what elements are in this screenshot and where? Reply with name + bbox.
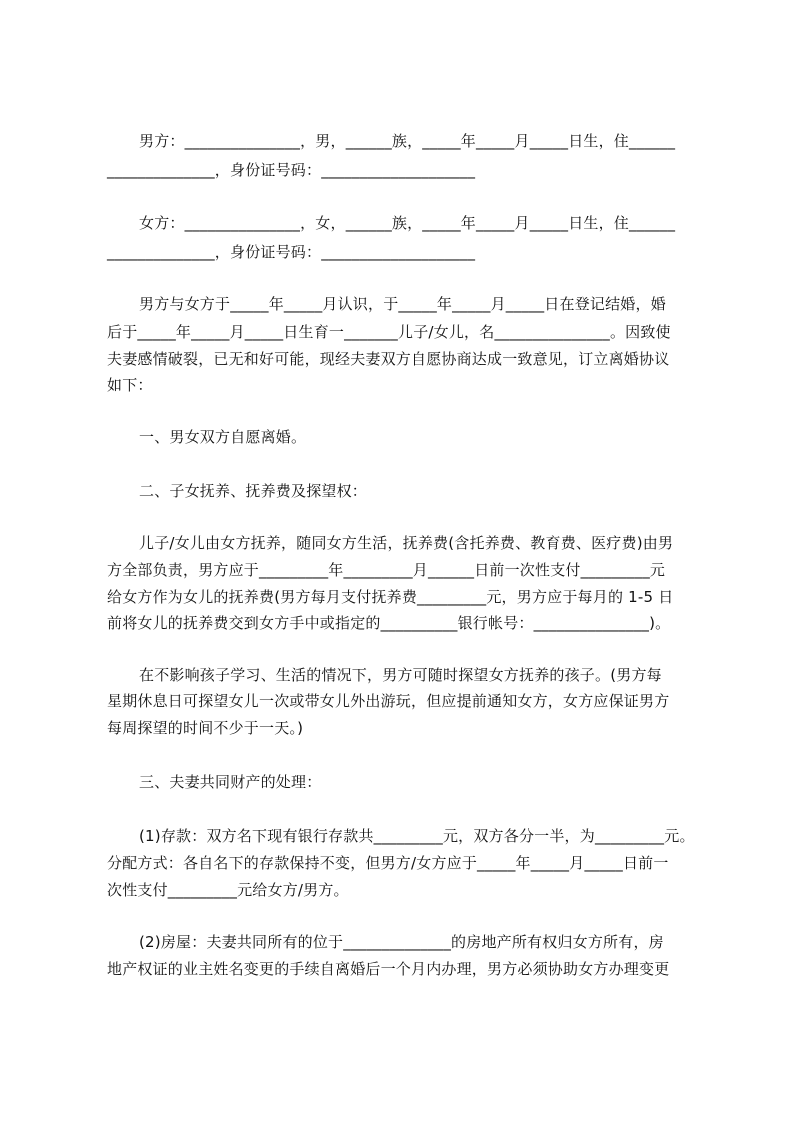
house-line-1: (2)房屋：夫妻共同所有的位于______________的房地产所有权归女方所有，房 xyxy=(139,933,664,951)
visitation-line-2: 星期休息日可探望女儿一次或带女儿外出游玩，但应提前通知女方，女方应保证男方 xyxy=(107,692,670,710)
intro-line-1: 男方与女方于_____年_____月认识，于_____年_____月_____日在登记结婚，婚 xyxy=(139,295,666,313)
section-2-heading: 二、子女抚养、抚养费及探望权： xyxy=(139,482,368,500)
custody-line-1: 儿子/女儿由女方抚养，随同女方生活，抚养费(含托养费、教育费、医疗费)由男 xyxy=(139,534,674,552)
deposits-line-3: 次性支付_________元给女方/男方。 xyxy=(107,881,349,899)
section-1-heading: 一、男女双方自愿离婚。 xyxy=(139,428,307,446)
custody-line-4: 前将女儿的抚养费交到女方手中或指定的__________银行帐号：_______________)。 xyxy=(107,614,671,632)
visitation-line-1: 在不影响孩子学习、生活的情况下，男方可随时探望女方抚养的孩子。(男方每 xyxy=(139,666,662,684)
intro-line-3: 夫妻感情破裂，已无和好可能，现经夫妻双方自愿协商达成一致意见，订立离婚协议 xyxy=(107,350,670,368)
wife-info-line-2: ______________，身份证号码：____________________ xyxy=(107,243,476,261)
husband-info-line-1: 男方：_______________，男，______族，_____年_____月_____日生，住______ xyxy=(139,132,676,150)
husband-info-line-2: ______________，身份证号码：____________________ xyxy=(107,161,476,179)
custody-line-2: 方全部负责，男方应于_________年_________月______日前一次性支付_________元 xyxy=(107,561,666,579)
intro-line-2: 后于_____年_____月_____日生育一_______儿子/女儿，名_______________。因致使 xyxy=(107,323,671,341)
house-line-2: 地产权证的业主姓名变更的手续自离婚后一个月内办理，男方必须协助女方办理变更 xyxy=(107,960,670,978)
deposits-line-1: (1)存款：双方名下现有银行存款共_________元，双方各分一半，为_________元。 xyxy=(139,827,695,845)
intro-line-4: 如下： xyxy=(107,376,153,394)
custody-line-3: 给女方作为女儿的抚养费(男方每月支付抚养费_________元，男方应于每月的 1-5 日 xyxy=(107,588,674,606)
wife-info-line-1: 女方：_______________，女，______族，_____年_____月_____日生，住______ xyxy=(139,214,676,232)
deposits-line-2: 分配方式：各自名下的存款保持不变，但男方/女方应于_____年_____月_____日前一 xyxy=(107,854,669,872)
visitation-line-3: 每周探望的时间不少于一天。) xyxy=(107,719,304,737)
section-3-heading: 三、夫妻共同财产的处理： xyxy=(139,773,322,791)
